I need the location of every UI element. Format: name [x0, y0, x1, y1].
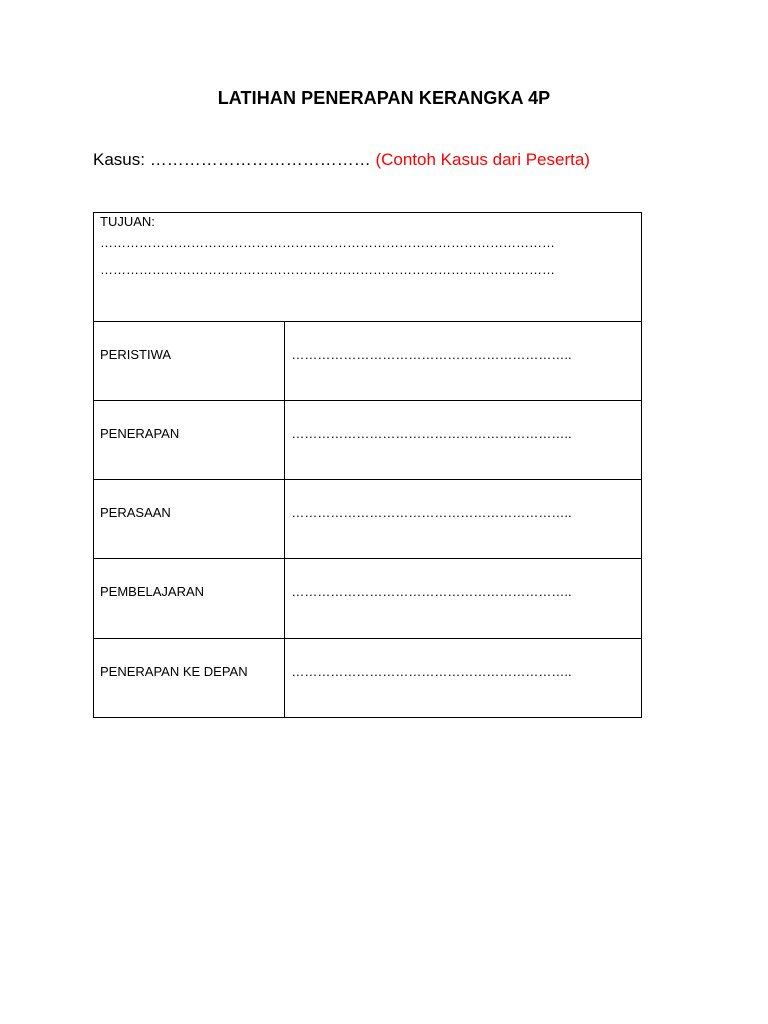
kasus-note: (Contoh Kasus dari Peserta): [375, 150, 590, 169]
row-label-perasaan: PERASAAN: [94, 480, 285, 559]
kerangka-4p-table: [93, 212, 642, 718]
row-value-perasaan: ………………………………………………………..: [285, 480, 642, 559]
tujuan-row: [94, 213, 642, 322]
tujuan-line-1: ……………………………………………………………………………………………: [100, 235, 555, 250]
table-row-peristiwa: [94, 321, 642, 400]
row-value-peristiwa: ………………………………………………………..: [285, 321, 642, 400]
tujuan-cell: [94, 213, 642, 322]
row-value-pembelajaran: ………………………………………………………..: [285, 559, 642, 638]
row-label-pembelajaran: PEMBELAJARAN: [94, 559, 285, 638]
kasus-line: [93, 150, 590, 170]
table-row-penerapan-ke-depan: [94, 638, 642, 717]
document-title: LATIHAN PENERAPAN KERANGKA 4P: [217, 88, 551, 108]
table-row-perasaan: [94, 480, 642, 559]
row-label-peristiwa: PERISTIWA: [94, 321, 285, 400]
kasus-label: Kasus:: [93, 150, 145, 169]
tujuan-label: TUJUAN:: [100, 214, 155, 229]
tujuan-line-2: ……………………………………………………………………………………………: [100, 262, 555, 277]
row-value-penerapan-ke-depan: ………………………………………………………..: [285, 638, 642, 717]
row-label-penerapan: PENERAPAN: [94, 400, 285, 479]
row-label-penerapan-ke-depan: PENERAPAN KE DEPAN: [94, 638, 285, 717]
row-value-penerapan: ………………………………………………………..: [285, 400, 642, 479]
kasus-dots: …………………………………: [149, 150, 371, 169]
table-row-penerapan: [94, 400, 642, 479]
table-row-pembelajaran: [94, 559, 642, 638]
